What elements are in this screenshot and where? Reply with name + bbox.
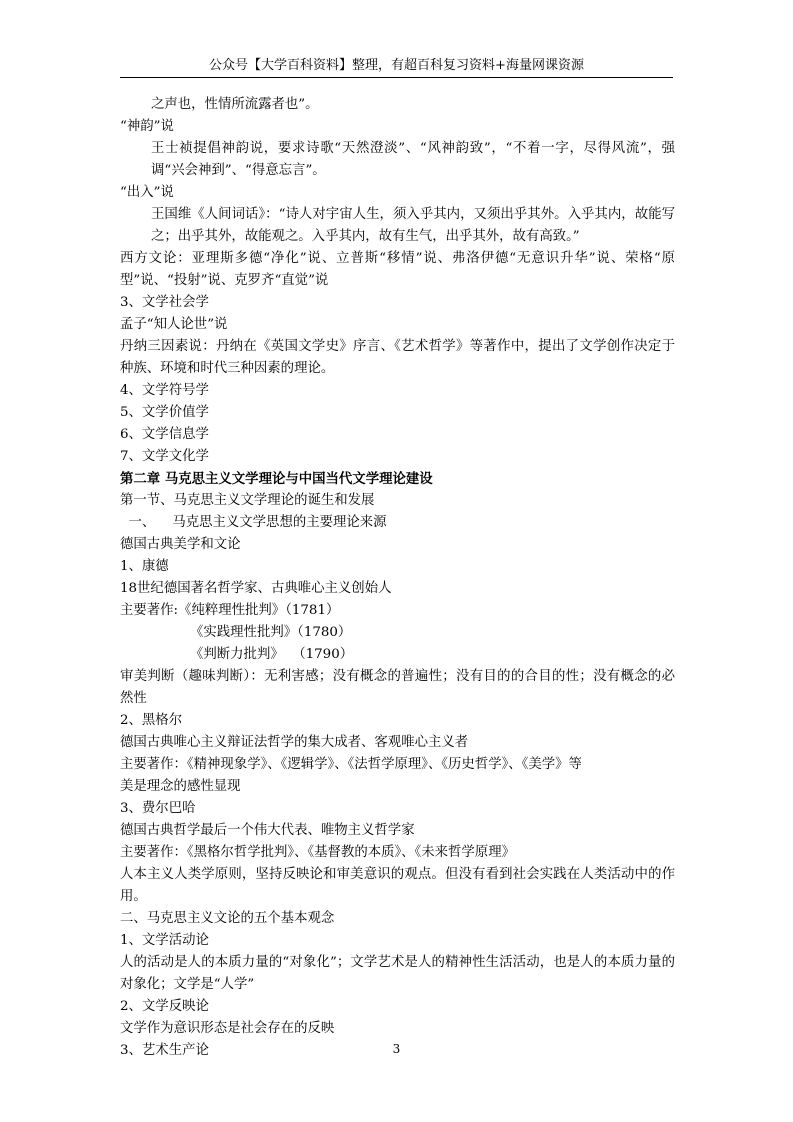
text-line: 主要著作：《黑格尔哲学批判》、《基督教的本质》、《未来哲学原理》 (120, 845, 515, 860)
section-heading: 5、文学价值学 (120, 405, 209, 420)
text-line: 之声也，性情所流露者也”。 (151, 97, 319, 112)
text-line: 《判断力批判》 （1790） (190, 647, 354, 662)
section-heading: 3、艺术生产论 (120, 1043, 209, 1058)
section-heading: 1、康德 (120, 559, 169, 574)
subsection-title: 一、 马克思主义文学思想的主要理论来源 (120, 515, 387, 530)
text-line: 主要著作:《纯粹理性批判》（1781） (120, 603, 340, 618)
section-heading: 3、费尔巴哈 (120, 801, 196, 816)
section-heading: 6、文学信息学 (120, 427, 209, 442)
text-line: 18世纪德国著名哲学家、古典唯心主义创始人 (120, 581, 392, 596)
chapter-title: 第二章 马克思主义文学理论与中国当代文学理论建设 (120, 471, 433, 487)
paragraph: 丹纳三因素说：丹纳在《英国文学史》序言、《艺术哲学》等著作中，提出了文学创作决定于种族、环境和时代三种因素的理论。 (120, 339, 675, 376)
section-heading: 3、文学社会学 (120, 295, 209, 310)
paragraph: 王士祯提倡神韵说，要求诗歌“天然澄淡”、“风神韵致”，“不着一字，尽得风流”，强调“兴会神到”、“得意忘言”。 (151, 141, 675, 178)
section-heading: 1、文学活动论 (120, 933, 209, 948)
section-title: 第一节、马克思主义文学理论的诞生和发展 (120, 493, 375, 508)
paragraph: 人本主义人类学原则，坚持反映论和审美意识的观点。但没有看到社会实践在人类活动中的作用。 (120, 867, 675, 904)
section-title: 二、马克思主义文论的五个基本观念 (120, 911, 335, 926)
text-line: 美是理念的感性显现 (120, 779, 241, 794)
text-line: 德国古典哲学最后一个伟大代表、唯物主义哲学家 (120, 823, 415, 838)
page-content (120, 94, 675, 1062)
section-heading: 7、文学文化学 (120, 449, 209, 464)
paragraph: 人的活动是人的本质力量的“对象化”；文学艺术是人的精神性生活活动，也是人的本质力量的对象化；文学是“人学” (120, 955, 675, 992)
text-line: 孟子“知人论世”说 (120, 317, 228, 332)
text-line: 主要著作：《精神现象学》、《逻辑学》、《法哲学原理》、《历史哲学》、《美学》等 (120, 757, 582, 772)
page-header: 公众号【大学百科资料】整理，有超百科复习资料+海量网课资源 (209, 58, 584, 73)
paragraph: 西方文论：亚理斯多德“净化”说、立普斯“移情”说、弗洛伊德“无意识升华”说、荣格“原型”说、“投射”说、克罗齐“直觉”说 (120, 251, 675, 288)
paragraph: 审美判断（趣味判断）：无利害感；没有概念的普遍性；没有目的的合目的性；没有概念的必然性 (120, 669, 675, 706)
text-line: 《实践理性批判》（1780） (190, 625, 352, 640)
page-number: 3 (392, 1042, 401, 1056)
text-line: 文学作为意识形态是社会存在的反映 (120, 1021, 335, 1036)
text-line: 德国古典唯心主义辩证法哲学的集大成者、客观唯心主义者 (120, 735, 469, 750)
paragraph: 王国维《人间词话》：“诗人对宇宙人生，须入乎其内，又须出乎其外。入乎其内，故能写之；出乎其外，故能观之。入乎其内，故有生气，出乎其外，故有高致。” (151, 207, 675, 244)
section-heading: “神韵”说 (120, 119, 174, 134)
section-heading: 2、文学反映论 (120, 999, 209, 1014)
header-rule (120, 77, 673, 78)
text-line: 德国古典美学和文论 (120, 537, 241, 552)
section-heading: 4、文学符号学 (120, 383, 209, 398)
section-heading: “出入”说 (120, 185, 174, 200)
section-heading: 2、黑格尔 (120, 713, 183, 728)
